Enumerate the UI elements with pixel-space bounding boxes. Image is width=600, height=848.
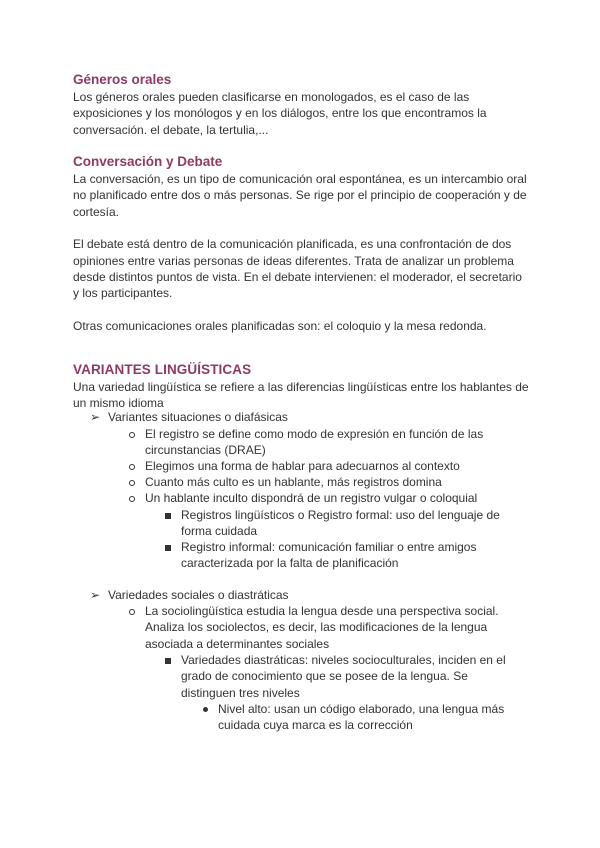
circle-bullet-icon: [129, 609, 135, 615]
square-bullet-icon: [165, 513, 171, 519]
paragraph-debate: El debate está dentro de la comunicación planificada, es una confrontación de dos opiniones entre varias personas de ideas diferentes. Trata de analizar un problema desde distintos puntos de vista. En el debate intervienen: el moderador, el secretario y los participantes.: [73, 237, 522, 301]
heading-conversacion-debate: Conversación y Debate: [73, 154, 223, 169]
filled-bullet-icon: [203, 707, 208, 712]
square-bullet-icon: [165, 658, 171, 664]
section-conversacion-debate: [73, 154, 531, 334]
paragraph-generos: Los géneros orales pueden clasificarse en monologados, es el caso de las exposiciones y los monólogos y en los diálogos, entre los que encontramos la conversación. el debate, la tertulia,...: [73, 90, 487, 137]
paragraph-otras: Otras comunicaciones orales planificadas son: el coloquio y la mesa redonda.: [73, 318, 487, 333]
list-item-registro: El registro se define como modo de expresión en función de las circunstancias (DRAE): [145, 427, 484, 458]
section-variantes: [73, 362, 531, 412]
heading-variantes: VARIANTES LINGÜÍSTICAS: [73, 362, 252, 377]
list-item-registro-informal: Registro informal: comunicación familiar o entre amigos caracterizada por la falta de planificación: [181, 540, 477, 571]
heading-generos-orales: Géneros orales: [73, 72, 172, 87]
circle-bullet-icon: [129, 432, 135, 438]
square-bullet-icon: [165, 545, 171, 551]
section-generos-orales: [73, 72, 531, 138]
list-item-elegimos: Elegimos una forma de hablar para adecuarnos al contexto: [145, 459, 460, 473]
circle-bullet-icon: [129, 480, 135, 486]
list-item-nivel-alto: Nivel alto: usan un código elaborado, una lengua más cuidada cuya marca es la corrección: [218, 702, 505, 733]
list-item-diastraticas: Variedades sociales o diastráticas: [108, 588, 289, 602]
list-item-registro-formal: Registros lingüísticos o Registro formal: uso del lenguaje de forma cuidada: [181, 508, 500, 539]
arrow-bullet-icon: ➢: [90, 410, 101, 424]
list-item-inculto: Un hablante inculto dispondrá de un registro vulgar o coloquial: [145, 491, 478, 505]
paragraph-conversacion: La conversación, es un tipo de comunicación oral espontánea, es un intercambio oral no planificado entre dos o más personas. Se rige por el principio de cooperación y de cortesía.: [73, 172, 527, 219]
paragraph-variantes-intro: Una variedad lingüística se refiere a las diferencias lingüísticas entre los hablantes de un mismo idioma: [73, 380, 529, 411]
arrow-bullet-icon: ➢: [90, 588, 101, 602]
list-item-diafasicas: Variantes situaciones o diafásicas: [108, 410, 288, 424]
list-item-variedades-diastraticas: Variedades diastráticas: niveles socioculturales, inciden en el grado de conocimiento que se posee de la lengua. Se distinguen tres niveles: [181, 653, 506, 700]
circle-bullet-icon: [129, 496, 135, 502]
list-item-cuanto: Cuanto más culto es un hablante, más registros domina: [145, 475, 442, 489]
list-item-sociolinguistica: La sociolingüística estudia la lengua desde una perspectiva social. Analiza los sociolectos, es decir, las modificaciones de la lengua asociada a determinantes sociales: [145, 604, 499, 651]
circle-bullet-icon: [129, 464, 135, 470]
